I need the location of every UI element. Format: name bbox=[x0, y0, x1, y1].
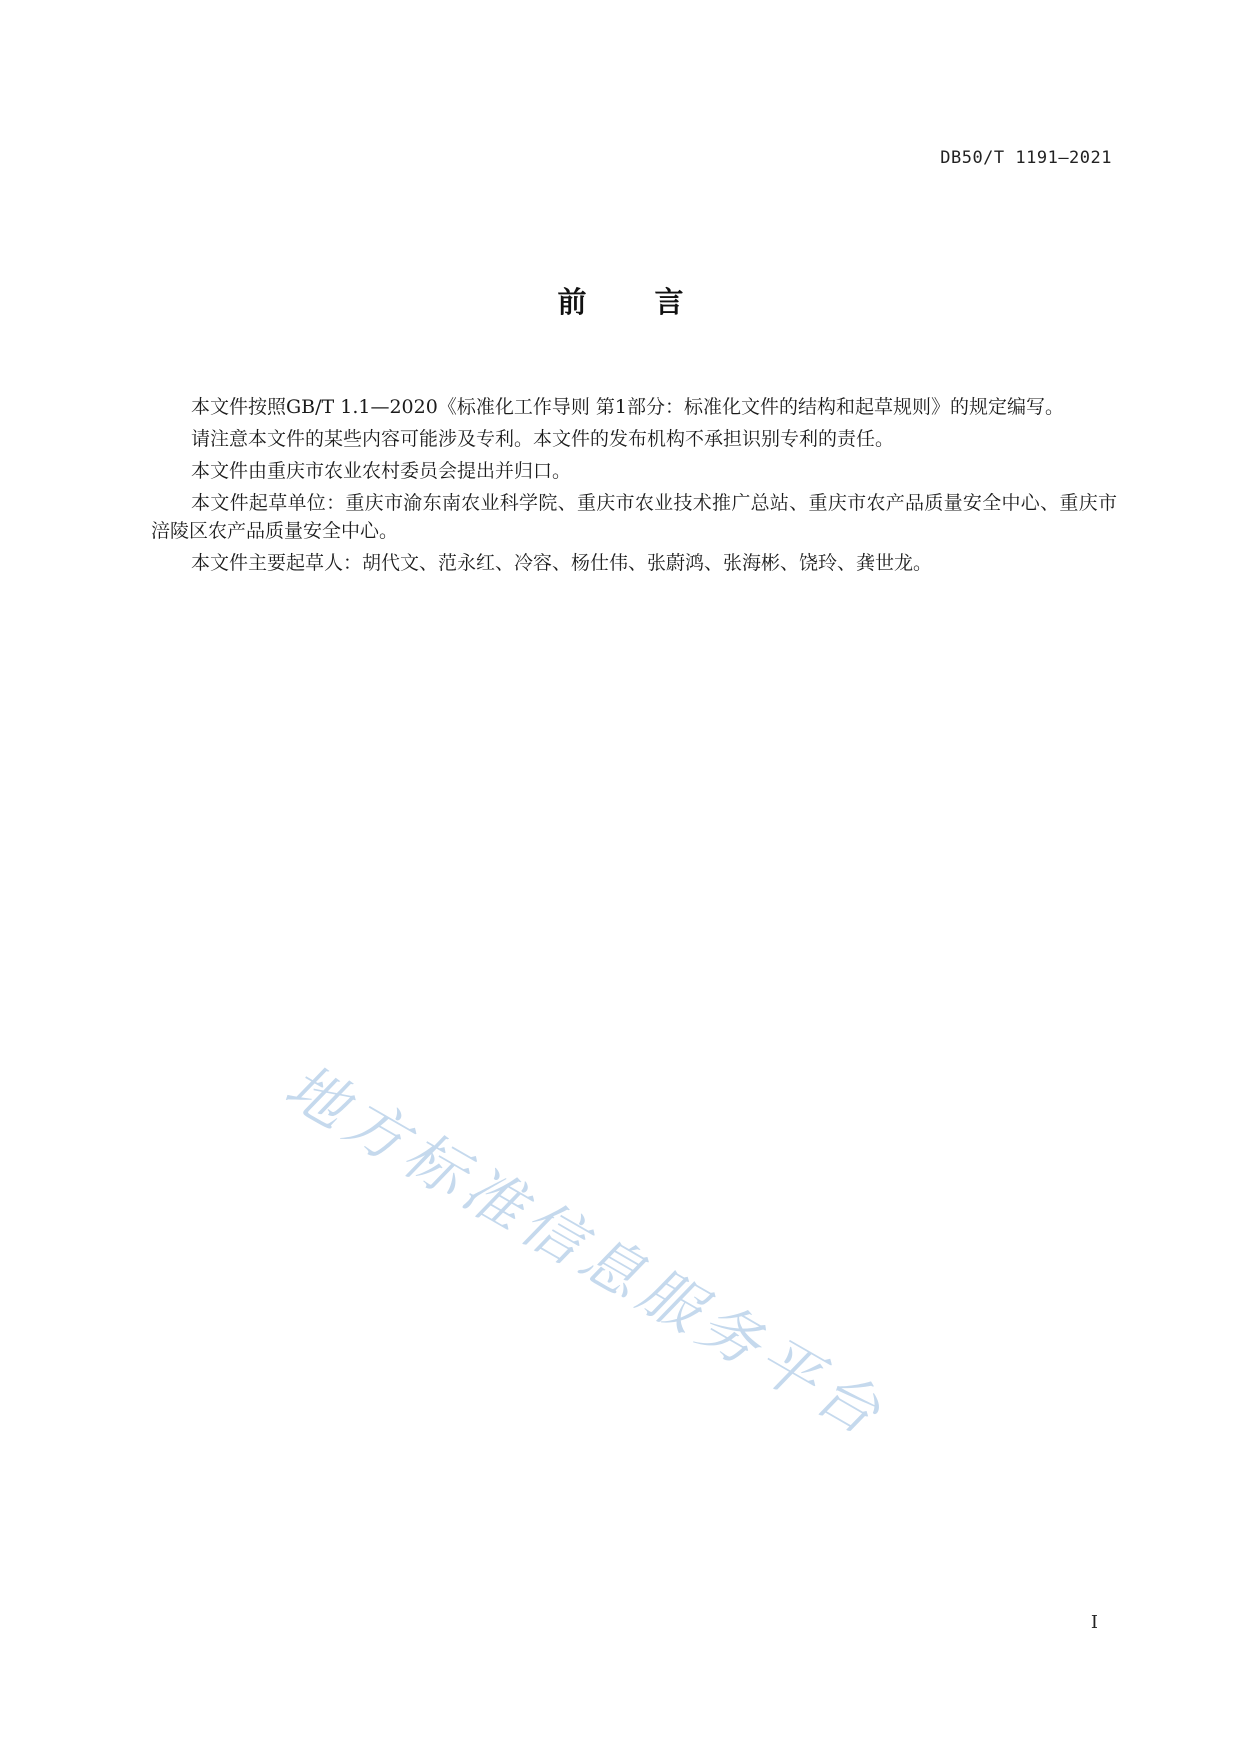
preface-body bbox=[151, 393, 1117, 581]
paragraph-proposer: 本文件由重庆市农业农村委员会提出并归口。 bbox=[191, 460, 572, 482]
paragraph-patent-notice: 请注意本文件的某些内容可能涉及专利。本文件的发布机构不承担识别专利的责任。 bbox=[191, 428, 895, 450]
page-number: I bbox=[1090, 1612, 1098, 1633]
document-code: DB50/T 1191—2021 bbox=[940, 148, 1112, 168]
page-title: 前言 bbox=[557, 285, 752, 319]
paragraph-drafting-units: 本文件起草单位：重庆市渝东南农业科学院、重庆市农业技术推广总站、重庆市农产品质量安全中心、重庆市涪陵区农产品质量安全中心。 bbox=[151, 492, 1117, 542]
paragraph-drafters: 本文件主要起草人：胡代文、范永红、冷容、杨仕伟、张蔚鸿、张海彬、饶玲、龚世龙。 bbox=[191, 552, 933, 574]
watermark: 地方标准信息服务平台 bbox=[273, 1051, 898, 1452]
paragraph-drafting-rules: 本文件按照GB/T 1.1—2020《标准化工作导则 第1部分：标准化文件的结构和起草规则》的规定编写。 bbox=[191, 396, 1064, 418]
